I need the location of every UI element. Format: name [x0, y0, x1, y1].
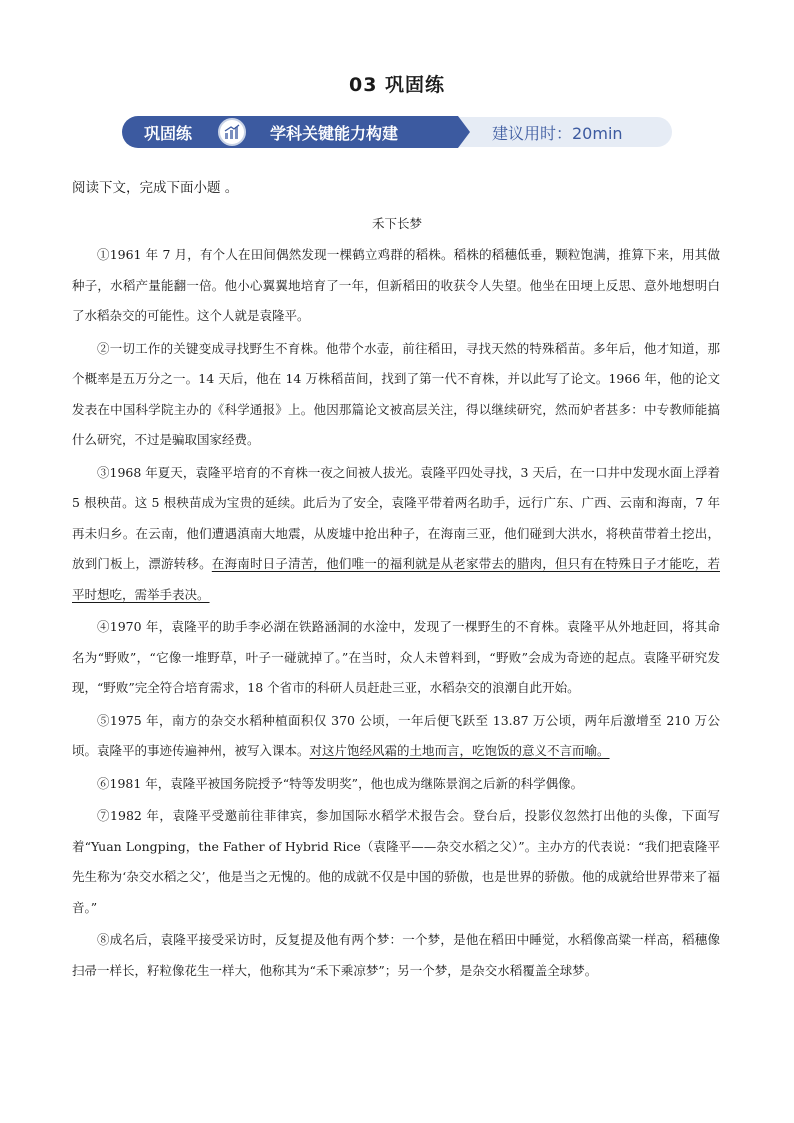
suggested-time-label: 建议用时：20min — [492, 124, 623, 143]
essay-body — [72, 240, 720, 986]
banner-left-label: 巩固练 — [144, 124, 193, 143]
paragraph-3-text: ③1968 年夏天，袁隆平培育的不育株一夜之间被人拔光。袁隆平四处寻找，3 天后，在一口井中发现水面上浮着 5 根秧苗。这 5 根秧苗成为宝贵的延续。此后为了安全，袁隆平带着两名助手，远行广东、广西、云南和海南，7 年再未归乡。在云南，他们遭遇滇南大地震，从废墟中抢出种子，在海南三亚，他们碰到大洪水，将秧苗带着土挖出，放到门板上，漂游转移。 — [72, 464, 720, 571]
paragraph-1: ①1961 年 7 月，有个人在田间偶然发现一棵鹤立鸡群的稻株。稻株的稻穗低垂，颗粒饱满，推算下来，用其做种子，水稻产量能翻一倍。他小心翼翼地培育了一年，但新稻田的收获令人失望。他坐在田埂上反思、意外地想明白了水稻杂交的可能性。这个人就是袁隆平。 — [72, 247, 720, 323]
paragraph-6: ⑥1981 年，袁隆平被国务院授予“特等发明奖”，他也成为继陈景润之后新的科学偶像。 — [97, 775, 584, 791]
instruction-text: 阅读下文，完成下面小题 。 — [72, 180, 239, 196]
banner-center-label: 学科关键能力构建 — [270, 124, 399, 143]
paragraph-5 — [72, 706, 720, 767]
section-banner — [122, 116, 672, 148]
paragraph-7: ⑦1982 年，袁隆平受邀前往菲律宾，参加国际水稻学术报告会。登台后，投影仪忽然打出他的头像，下面写着“Yuan Longping，the Father of Hybrid Rice（袁隆平——杂交水稻之父）”。主办方的代表说：“我们把袁隆平先生称为‘杂交水稻之父’，他是当之无愧的。他的成就不仅是中国的骄傲，也是世界的骄傲。他的成就给世界带来了福音。” — [72, 808, 720, 915]
paragraph-2: ②一切工作的关键变成寻找野生不育株。他带个水壶，前往稻田，寻找天然的特殊稻苗。多年后，他才知道，那个概率是五万分之一。14 天后，他在 14 万株稻苗间，找到了第一代不育株，并以此写了论文。1966 年，他的论文发表在中国科学院主办的《科学通报》上。他因那篇论文被高层关注，得以继续研究，然而妒者甚多：中专教师能搞什么研究，不过是骗取国家经费。 — [72, 340, 720, 447]
paragraph-4: ④1970 年，袁隆平的助手李必湖在铁路涵洞的水淦中，发现了一棵野生的不育株。袁隆平从外地赶回，将其命名为“野败”，“它像一堆野草，叶子一碰就掉了。”在当时，众人未曾料到，“野败”会成为奇迹的起点。袁隆平研究发现，“野败”完全符合培育需求，18 个省市的科研人员赶赴三亚，水稻杂交的浪潮自此开始。 — [72, 619, 720, 695]
essay-title: 禾下长梦 — [371, 216, 422, 231]
paragraph-5-text: ⑤1975 年，南方的杂交水稻种植面积仅 370 公顷，一年后便飞跃至 13.87 万公顷，两年后激增至 210 万公顷。袁隆平的事迹传遍神州，被写入课本。 — [72, 712, 720, 758]
underlined-sentence-2: 对这片饱经风霜的土地而言，吃饱饭的意义不言而喻。 — [309, 743, 610, 758]
paragraph-8: ⑧成名后，袁隆平接受采访时，反复提及他有两个梦：一个梦，是他在稻田中睡觉，水稻像高粱一样高，稻穗像扫帚一样长，籽粒像花生一样大，他称其为“禾下乘凉梦”；另一个梦，是杂交水稻覆盖全球梦。 — [72, 932, 720, 978]
chart-bars-icon — [218, 118, 246, 146]
page-title: 03 巩固练 — [348, 74, 446, 96]
underlined-sentence-1: 在海南时日子清苦，他们唯一的福利就是从老家带去的腊肉，但只有在特殊日子才能吃，若平时想吃，需举手表决。 — [72, 556, 720, 602]
paragraph-3 — [72, 458, 720, 611]
